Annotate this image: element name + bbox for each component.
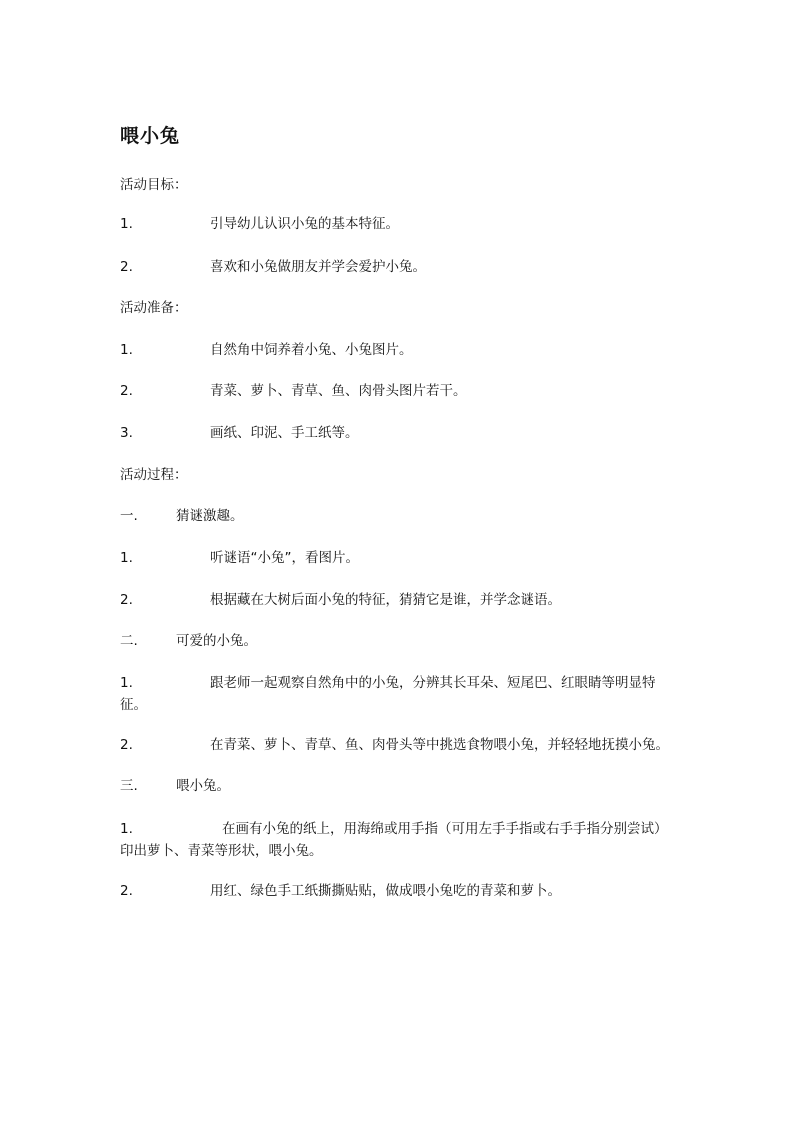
goals-heading: 活动目标：	[120, 177, 188, 193]
section-heading	[120, 505, 244, 527]
item-number: 2.	[120, 737, 133, 753]
item-text: 自然角中饲养着小兔、小兔图片。	[210, 342, 413, 358]
item-number: 1.	[120, 550, 133, 566]
document-title: 喂小兔	[120, 125, 181, 147]
list-item	[120, 672, 680, 716]
item-text: 引导幼儿认识小兔的基本特征。	[210, 216, 399, 232]
section-number: 三.	[120, 778, 138, 794]
item-number: 1.	[120, 675, 133, 691]
list-item	[120, 589, 561, 611]
item-number: 3.	[120, 425, 133, 441]
item-text: 听谜语“小兔”，看图片。	[210, 550, 359, 566]
list-item	[120, 213, 399, 235]
item-number: 2.	[120, 592, 133, 608]
list-item	[120, 818, 680, 862]
item-number: 2.	[120, 259, 133, 275]
section-heading	[120, 775, 230, 797]
item-number: 1.	[120, 342, 133, 358]
section-number: 一.	[120, 508, 138, 524]
prep-heading: 活动准备：	[120, 300, 188, 316]
section-title: 猜谜激趣。	[176, 508, 244, 524]
item-number: 2.	[120, 383, 133, 399]
list-item	[120, 380, 467, 402]
item-text: 在画有小兔的纸上，用海绵或用手指（可用左手手指或右手手指分别尝试）印出萝卜、青菜等形状，喂小兔。	[120, 821, 668, 859]
item-text: 在青菜、萝卜、青草、鱼、肉骨头等中挑选食物喂小兔，并轻轻地抚摸小兔。	[210, 737, 669, 753]
list-item	[120, 422, 359, 444]
list-item	[120, 880, 561, 902]
section-title: 喂小兔。	[176, 778, 230, 794]
item-number: 1.	[120, 216, 133, 232]
item-text: 画纸、印泥、手工纸等。	[210, 425, 359, 441]
section-heading	[120, 630, 257, 652]
list-item	[120, 547, 359, 569]
process-heading: 活动过程：	[120, 467, 188, 483]
item-text: 跟老师一起观察自然角中的小兔，分辨其长耳朵、短尾巴、红眼睛等明显特征。	[120, 675, 656, 713]
item-text: 根据藏在大树后面小兔的特征，猜猜它是谁，并学念谜语。	[210, 592, 561, 608]
item-number: 2.	[120, 883, 133, 899]
section-number: 二.	[120, 633, 138, 649]
section-title: 可爱的小兔。	[176, 633, 257, 649]
item-number: 1.	[120, 821, 133, 837]
list-item	[120, 734, 669, 756]
list-item	[120, 256, 426, 278]
list-item	[120, 339, 413, 361]
item-text: 喜欢和小兔做朋友并学会爱护小兔。	[210, 259, 426, 275]
item-text: 用红、绿色手工纸撕撕贴贴，做成喂小兔吃的青菜和萝卜。	[210, 883, 561, 899]
item-text: 青菜、萝卜、青草、鱼、肉骨头图片若干。	[210, 383, 467, 399]
